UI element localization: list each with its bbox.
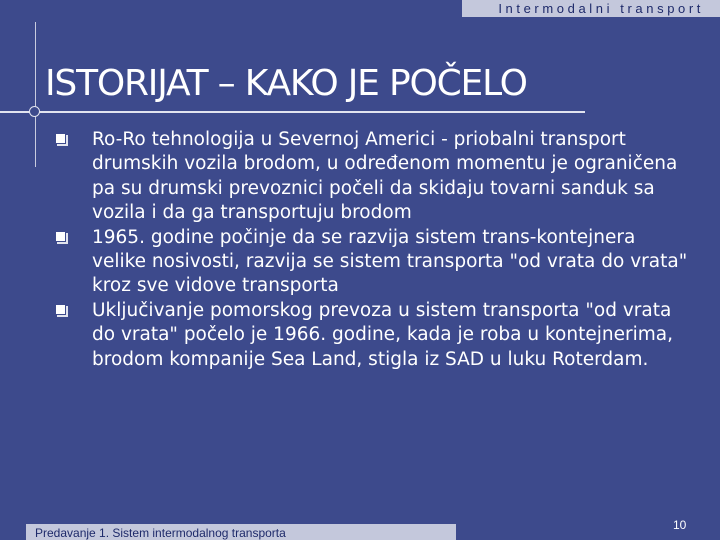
bullet-item <box>55 299 695 372</box>
divider-circle-ornament <box>29 106 40 117</box>
bullet-text: Ro-Ro tehnologija u Severnoj Americi - priobalni transport drumskih vozila brodom, u određenom momentu je ograničena pa su drumski prevoznici počeli da skidaju tovarni sanduk sa vozila i da ga transportuju brodom <box>92 129 678 224</box>
bullet-text: Uključivanje pomorskog prevoza u sistem transporta "od vrata do vrata" počelo je 1966. godine, kada je roba u kontejnerima, brodom kompanije Sea Land, stigla iz SAD u luku Roterdam. <box>92 299 673 370</box>
bullet-square-icon <box>55 304 68 317</box>
slide-title: ISTORIJAT – KAKO JE POČELO <box>45 63 527 104</box>
footer-bar <box>26 524 456 540</box>
bullet-text: 1965. godine počinje da se razvija sistem trans-kontejnera velike nosivosti, razvija se sistem transporta "od vrata do vrata" kroz sve vidove transporta <box>92 226 688 297</box>
bullet-square-icon <box>55 231 68 244</box>
vertical-divider <box>35 22 36 167</box>
bullet-item <box>55 128 695 226</box>
bullet-square-icon <box>55 133 68 146</box>
bullet-list <box>55 128 695 372</box>
header-bar <box>462 0 720 17</box>
page-number: 10 <box>673 518 687 532</box>
header-title: Intermodalni transport <box>498 1 704 16</box>
bullet-item <box>55 226 695 299</box>
title-underline <box>0 111 585 113</box>
footer-text: Predavanje 1. Sistem intermodalnog transporta <box>35 526 286 540</box>
